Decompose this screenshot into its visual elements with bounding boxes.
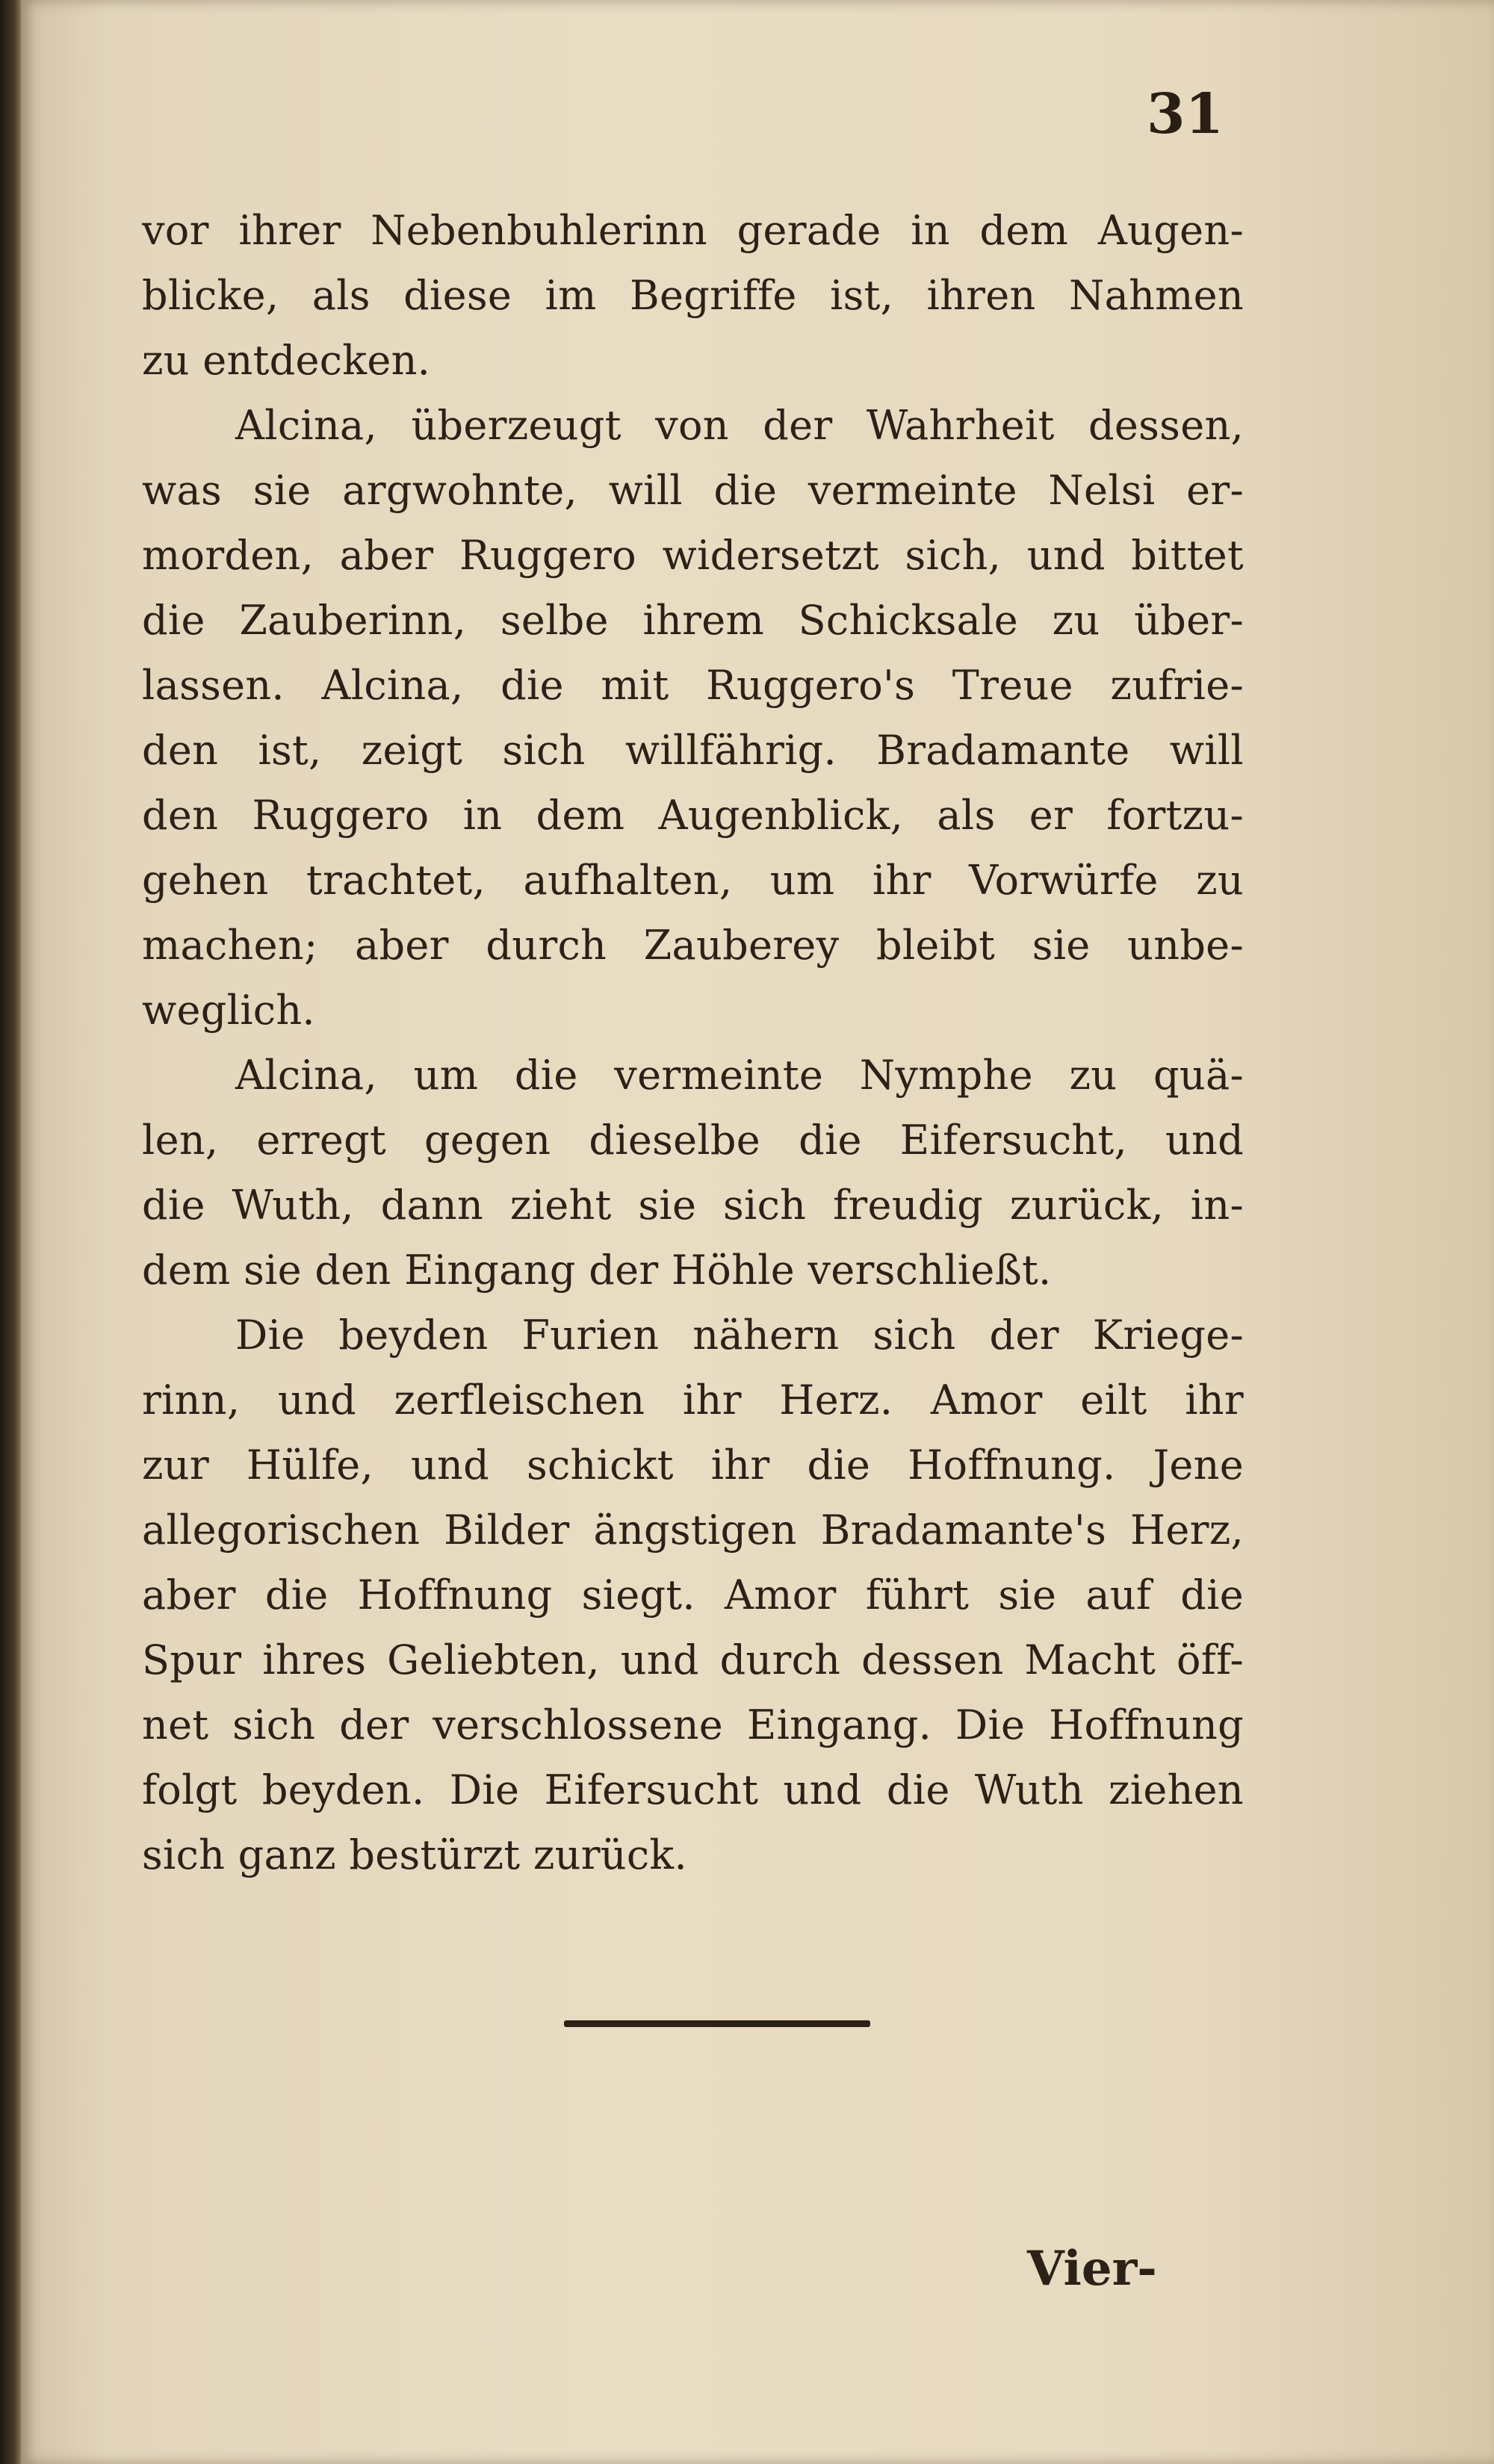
text-line: was sie argwohnte, will die vermeinte Nelsi er-	[142, 467, 1244, 514]
body-text	[142, 198, 1244, 1887]
text-line: Die beyden Furien nähern sich der Kriege-	[235, 1312, 1244, 1359]
text-line: net sich der verschlossene Eingang. Die Hoffnung	[142, 1701, 1244, 1748]
text-line: Alcina, überzeugt von der Wahrheit dessen,	[235, 402, 1244, 449]
text-line: allegorischen Bilder ängstigen Bradamante's Herz,	[142, 1506, 1244, 1554]
page-number: 31	[1147, 82, 1224, 146]
text-line: dem sie den Eingang der Höhle verschließt.	[142, 1247, 1052, 1294]
catchword: Vier-	[1027, 2241, 1157, 2297]
text-line: aber die Hoffnung siegt. Amor führt sie auf die	[142, 1571, 1244, 1619]
text-line: gehen trachtet, aufhalten, um ihr Vorwürfe zu	[142, 857, 1244, 904]
text-line: blicke, als diese im Begriffe ist, ihren Nahmen	[142, 272, 1244, 319]
text-line: zu entdecken.	[142, 337, 431, 384]
text-line: vor ihrer Nebenbuhlerinn gerade in dem Augen-	[142, 207, 1244, 254]
text-line: die Wuth, dann zieht sie sich freudig zurück, in-	[142, 1182, 1244, 1229]
text-line: rinn, und zerfleischen ihr Herz. Amor eilt ihr	[142, 1377, 1244, 1424]
text-line: Alcina, um die vermeinte Nymphe zu quä-	[235, 1052, 1244, 1099]
text-line: lassen. Alcina, die mit Ruggero's Treue zufrie-	[142, 662, 1244, 709]
section-divider-rule	[564, 2020, 870, 2027]
text-line: sich ganz bestürzt zurück.	[142, 1831, 687, 1878]
text-line: machen; aber durch Zauberey bleibt sie unbe-	[142, 922, 1244, 969]
text-line: Spur ihres Geliebten, und durch dessen Macht öff-	[142, 1636, 1244, 1683]
text-line: die Zauberinn, selbe ihrem Schicksale zu über-	[142, 597, 1244, 644]
text-line: zur Hülfe, und schickt ihr die Hoffnung. Jene	[142, 1442, 1244, 1489]
text-line: weglich.	[142, 987, 315, 1034]
text-line: den ist, zeigt sich willfährig. Bradamante will	[142, 727, 1244, 774]
text-line: den Ruggero in dem Augenblick, als er fortzu-	[142, 792, 1244, 839]
text-line: folgt beyden. Die Eifersucht und die Wuth ziehen	[142, 1766, 1244, 1813]
book-spine-shadow	[0, 0, 21, 2464]
text-line: len, erregt gegen dieselbe die Eifersucht, und	[142, 1117, 1244, 1164]
text-line: morden, aber Ruggero widersetzt sich, und bittet	[142, 532, 1244, 579]
